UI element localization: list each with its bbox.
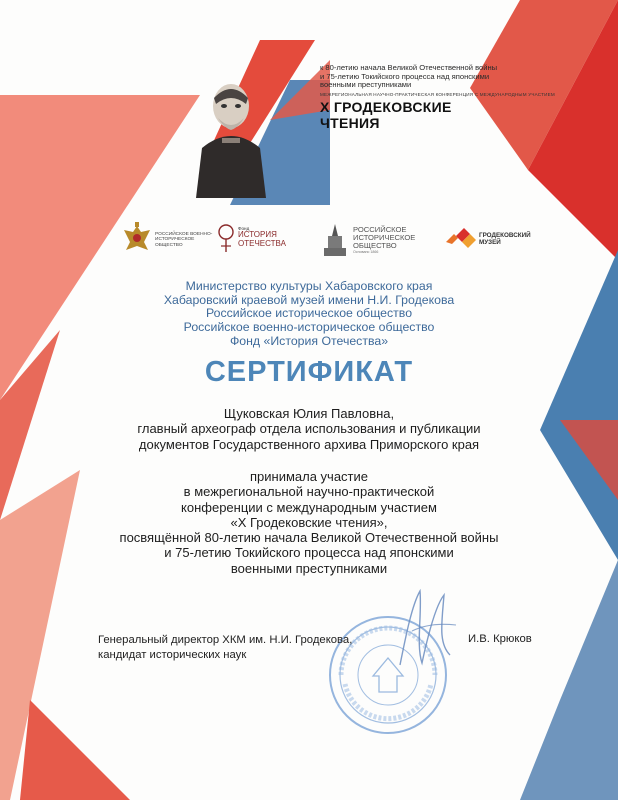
organizer-line: Хабаровский краевой музей имени Н.И. Гродекова	[163, 292, 455, 307]
logo-fond-history	[217, 220, 286, 254]
body-line: посвящённой 80-летию начала Великой Отечественной войны	[119, 530, 499, 546]
body-line: принимала участие	[249, 469, 368, 484]
certificate-body	[0, 469, 618, 576]
organizer-line: Российское военно-историческое общество	[183, 320, 435, 335]
organizer-line: Министерство культуры Хабаровского края	[185, 279, 433, 293]
header-subtitle-line: к 80-летию начала Великой Отечественной войны	[320, 63, 498, 72]
organizers-list	[0, 280, 618, 349]
body-line: «Х Гродековские чтения»,	[230, 514, 388, 530]
signature-block	[98, 633, 558, 663]
partner-logos	[110, 220, 540, 270]
logo-fond-line: ОТЕЧЕСТВА	[238, 238, 286, 248]
body-line: и 75-летию Токийского процесса над японскими	[164, 545, 454, 561]
logo-russian-historical-society	[320, 222, 415, 258]
conference-header	[320, 64, 590, 130]
recipient-block	[0, 406, 618, 452]
recipient-position: главный археограф отдела использования и публикации	[137, 421, 481, 437]
body-line: военными преступниками	[230, 560, 388, 576]
deco-red-bottom-left	[20, 700, 130, 800]
certificate-title: СЕРТИФИКАТ	[204, 356, 414, 388]
recipient-name: Щуковская Юлия Павловна,	[223, 406, 395, 421]
deco-blue-bottom-right	[520, 560, 618, 800]
header-subtitle-line: и 75-летию Токийского процесса над японскими	[320, 71, 490, 81]
logo-military-history-society	[122, 220, 213, 260]
logo-military-history-society-text: РОССИЙСКОЕ ВОЕННО-ИСТОРИЧЕСКОЕ ОБЩЕСТВО	[155, 231, 213, 248]
organizer-line: Российское историческое общество	[205, 306, 413, 321]
conference-title-line: ЧТЕНИЯ	[320, 114, 380, 131]
conference-title-line: X ГРОДЕКОВСКИЕ	[320, 98, 452, 115]
header-subtitle-line: военными преступниками	[320, 80, 412, 90]
fond-emblem-icon	[217, 220, 235, 254]
logo-rio-line: ИСТОРИЧЕСКОЕ	[353, 232, 416, 242]
body-line: конференции с международным участием	[181, 499, 437, 515]
logo-rio-line: РОССИЙСКОЕ	[353, 224, 407, 234]
monument-icon	[320, 222, 350, 258]
conference-type: МЕЖРЕГИОНАЛЬНАЯ НАУЧНО-ПРАКТИЧЕСКАЯ КОНФЕРЕНЦИЯ С МЕЖДУНАРОДНЫМ УЧАСТИЕМ	[320, 91, 555, 97]
museum-mark-icon	[446, 228, 476, 250]
signer-degree: кандидат исторических наук	[98, 649, 247, 661]
logo-museum-line: ГРОДЕКОВСКИЙ	[479, 232, 531, 239]
recipient-position: документов Государственного архива Приморского края	[138, 436, 480, 452]
logo-rio-line: ОБЩЕСТВО	[353, 241, 397, 251]
logo-fond-line: ИСТОРИЯ	[238, 230, 277, 239]
logo-fond-small: Фонд	[238, 226, 250, 231]
signer-position: Генеральный директор ХКМ им. Н.И. Гродекова,	[98, 634, 353, 646]
logo-rio-founded: Основано 1866	[353, 250, 379, 255]
eagle-emblem-icon	[122, 220, 152, 260]
signer-name: И.В. Крюков	[468, 633, 532, 645]
body-line: в межрегиональной научно-практической	[183, 484, 435, 500]
logo-grodekov-museum	[446, 228, 531, 250]
organizer-line: Фонд «История Отечества»	[229, 333, 389, 348]
portrait-image	[196, 78, 266, 198]
logo-museum-line: МУЗЕЙ	[479, 239, 501, 246]
